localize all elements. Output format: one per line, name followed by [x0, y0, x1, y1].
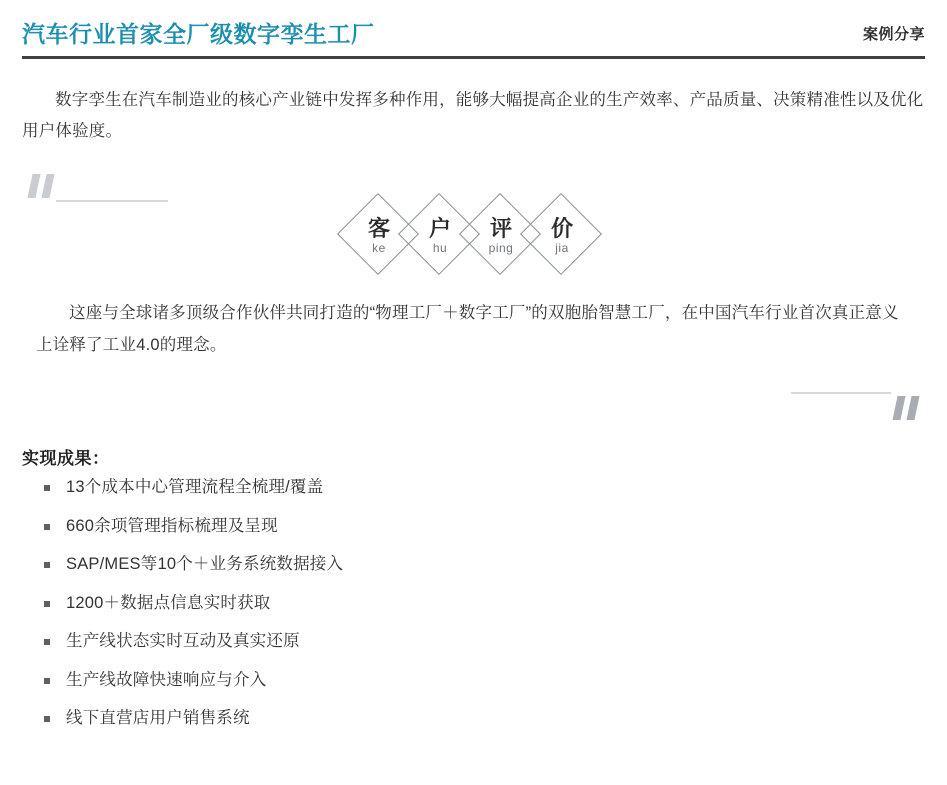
header-section-label: 案例分享	[862, 26, 925, 44]
square-bullet-icon	[44, 485, 50, 491]
customer-review-paragraph: 这座与全球诸多顶级合作伙伴共同打造的“物理工厂＋数字工厂”的双胞胎智慧工厂，在中国汽车行业首次真正意义上诠释了工业4.0的理念。	[36, 304, 899, 354]
list-item-label: 线下直营店用户销售系统	[66, 709, 250, 728]
square-bullet-icon	[44, 562, 50, 568]
diamond-char-2-py: hu	[432, 241, 448, 256]
square-bullet-icon	[44, 678, 50, 684]
header-divider	[22, 56, 925, 59]
diamond-char-4-cn: 价	[550, 216, 573, 242]
page-header	[0, 0, 947, 47]
list-item	[44, 556, 925, 573]
list-item	[44, 710, 925, 727]
diamond-char-4	[521, 194, 603, 276]
intro-paragraph: 数字孪生在汽车制造业的核心产业链中发挥多种作用，能够大幅提高企业的生产效率、产品质量、决策精准性以及优化用户体验度。	[22, 91, 924, 140]
list-item-label: 生产线状态实时互动及真实还原	[66, 632, 300, 651]
square-bullet-icon	[44, 524, 50, 530]
list-item	[44, 633, 925, 650]
list-item-label: SAP/MES等10个＋业务系统数据接入	[66, 555, 344, 574]
quote-open-icon	[30, 174, 150, 204]
results-list	[22, 479, 925, 727]
customer-review-block	[22, 172, 925, 422]
square-bullet-icon	[44, 716, 50, 722]
customer-review-heading	[16, 172, 925, 276]
list-item	[44, 479, 925, 496]
diamond-char-1-cn: 客	[367, 216, 390, 242]
diamond-char-4-py: jia	[555, 241, 569, 256]
list-item-label: 1200＋数据点信息实时获取	[66, 593, 271, 612]
diamond-char-1-py: ke	[372, 241, 386, 256]
list-item-label: 13个成本中心管理流程全梳理/覆盖	[66, 478, 324, 497]
diamond-char-2-cn: 户	[428, 216, 451, 242]
results-section	[22, 444, 925, 727]
list-item-label: 660余项管理指标梳理及呈现	[66, 516, 278, 535]
diamond-char-3-cn: 评	[489, 216, 512, 242]
page-content	[0, 85, 947, 727]
diamond-char-3-py: ping	[488, 241, 514, 256]
square-bullet-icon	[44, 601, 50, 607]
list-item	[44, 595, 925, 612]
square-bullet-icon	[44, 639, 50, 645]
list-item	[44, 518, 925, 535]
list-item	[44, 672, 925, 689]
results-title: 实现成果：	[22, 449, 110, 469]
list-item-label: 生产线故障快速响应与介入	[66, 670, 267, 689]
page-title: 汽车行业首家全厂级数字孪生工厂	[22, 21, 375, 47]
quote-close-icon	[787, 382, 917, 422]
